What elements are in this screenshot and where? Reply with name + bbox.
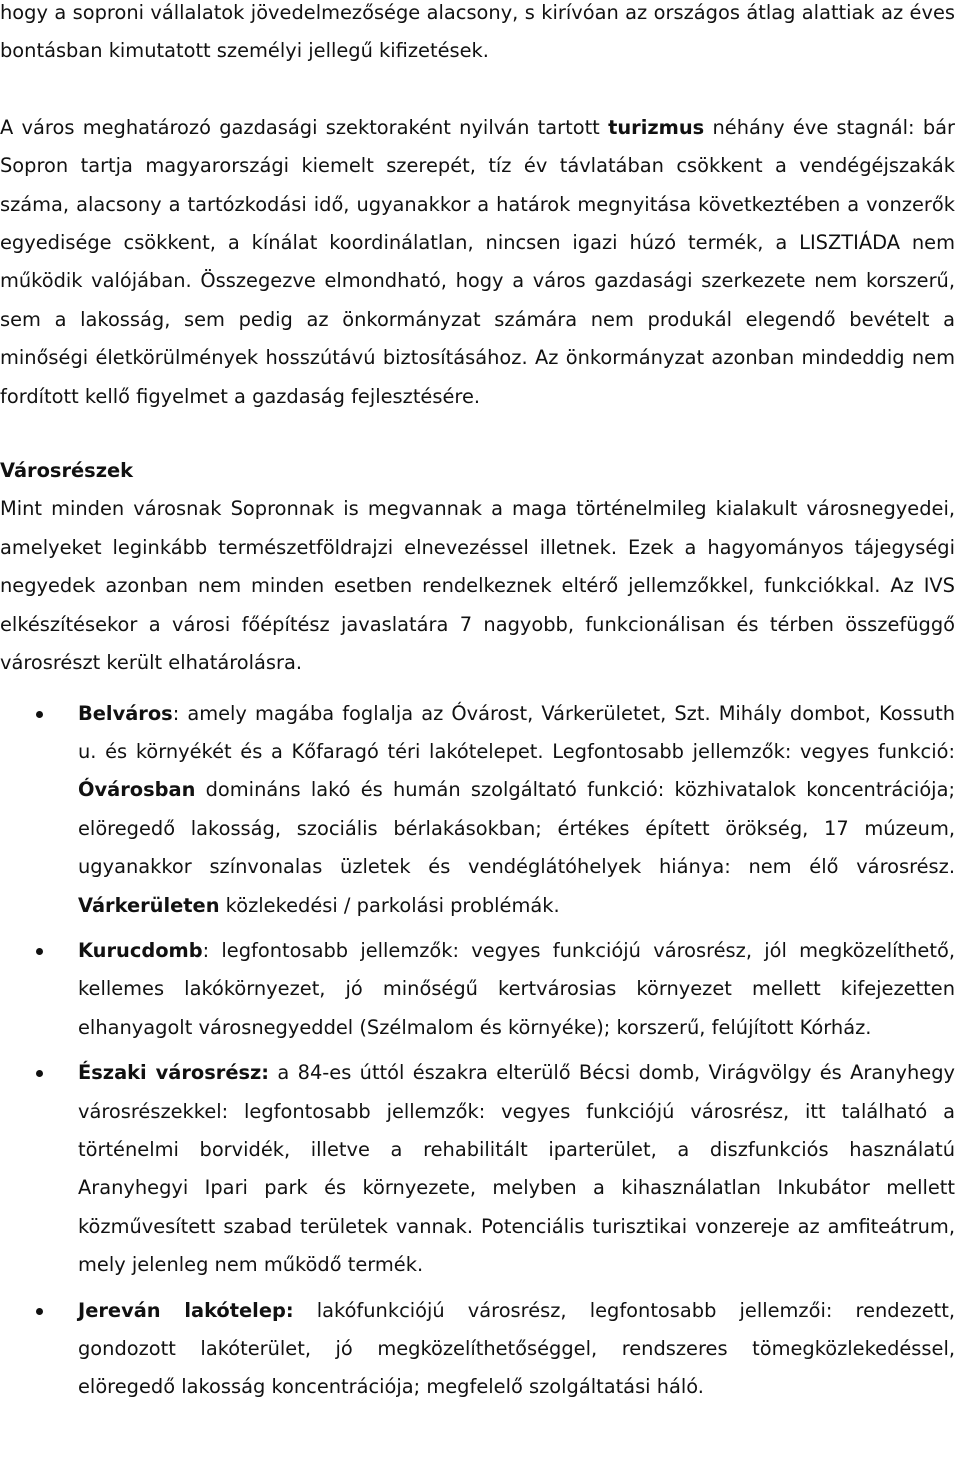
economy-text-2: néhány éve stagnál: bár Sopron tartja magyarországi kiemelt szerepét, tíz év távlatában csökkent a vendégéjszakák száma, alacsony a tartózkodási idő, ugyanakkor a határok megnyitása következtében a vonzerők egyedisége csökkent, a kínálat koordinálatlan, nincsen igazi húzó termék, a LISZTIÁDA nem működik valójában. Összegezve elmondható, hogy a város gazdasági szerkezete nem korszerű, sem a lakosság, sem pedig az önkormányzat számára nem produkál elegendő bevételt a minőségi életkörülmények hosszútávú biztosításához. Az önkormányzat azonban mindeddig nem fordított kellő figyelmet a gazdaság fejlesztésére.	[0, 115, 955, 408]
section-spacer	[0, 416, 955, 452]
economy-text-1: A város meghatározó gazdasági szektoraként nyilván tartott	[0, 115, 609, 139]
district-name: Belváros	[78, 701, 173, 725]
intro-paragraph	[0, 0, 955, 71]
list-spacer	[0, 683, 955, 695]
tourism-term: turizmus	[608, 115, 705, 139]
list-item	[0, 1054, 955, 1284]
paragraph-spacer	[0, 71, 955, 109]
district-description: : legfontosabb jellemzők: vegyes funkciójú városrész, jól megközelíthető, kellemes lakókörnyezet, jó minőségű kertvárosias környezet mellett kifejezetten elhanyagolt városnegyeddel (Szélmalom és környéke); korszerű, felújított Kórház.	[78, 938, 955, 1039]
district-name: Kurucdomb	[78, 938, 203, 962]
district-subname-2: Várkerületen	[78, 893, 220, 917]
district-name: Északi városrész:	[78, 1061, 270, 1085]
economy-paragraph	[0, 109, 955, 416]
district-list	[0, 695, 955, 1407]
list-item	[0, 932, 955, 1047]
district-name: Jereván lakótelep:	[78, 1298, 294, 1322]
bullet-icon	[36, 1070, 43, 1077]
bullet-icon	[36, 1308, 43, 1315]
list-item	[0, 1292, 955, 1407]
districts-intro-text: Mint minden városnak Sopronnak is megvannak a maga történelmileg kialakult városnegyedei, amelyeket leginkább természetföldrajzi elnevezéssel illetnek. Ezek a hagyományos tájegységi negyedek azonban nem minden esetben rendelkeznek eltérő jellemzőkkel, funkciókkal. Az IVS elkészítésekor a városi főépítész javaslatára 7 nagyobb, funkcionálisan és térben összefüggő városrészt került elhatárolásra.	[0, 497, 955, 675]
districts-intro-paragraph	[0, 490, 955, 682]
district-description: a 84-es úttól északra elterülő Bécsi domb, Virágvölgy és Aranyhegy városrészekkel: legfontosabb jellemzők: vegyes funkciójú városrész, itt található a történelmi borvidék, illetve a rehabilitált iparterület, a diszfunkciós használatú Aranyhegyi Ipari park és környezete, melyben a kihasználatlan Inkubátor mellett közművesített szabad területek vannak. Potenciális turisztikai vonzereje az amfiteátrum, mely jelenleg nem működő termék.	[78, 1061, 955, 1277]
district-description: : amely magába foglalja az Óvárost, Várkerületet, Szt. Mihály dombot, Kossuth u. és környékét és a Kőfaragó téri lakótelepet. Legfontosabb jellemzők: vegyes funkció:	[78, 701, 955, 763]
bullet-icon	[36, 948, 43, 955]
district-description-end: közlekedési / parkolási problémák.	[219, 893, 560, 917]
bullet-icon	[36, 711, 43, 718]
district-subname: Óvárosban	[78, 778, 196, 802]
district-description-cont: domináns lakó és humán szolgáltató funkció: közhivatalok koncentrációja; elöregedő lakosság, szociális bérlakásokban; értékes épített örökség, 17 múzeum, ugyanakkor színvonalas üzletek és vendéglátóhelyek hiánya: nem élő városrész.	[78, 778, 955, 879]
intro-text: hogy a soproni vállalatok jövedelmezősége alacsony, s kirívóan az országos átlag alattiak az éves bontásban kimutatott személyi jellegű kifizetések.	[0, 1, 955, 63]
district-description: lakófunkciójú városrész, legfontosabb jellemzői: rendezett, gondozott lakóterület, jó megközelíthetőséggel, rendszeres tömegközlekedéssel, elöregedő lakosság koncentrációja; megfelelő szolgáltatási háló.	[78, 1298, 956, 1399]
section-heading: Városrészek	[0, 459, 134, 483]
list-item	[0, 695, 955, 925]
